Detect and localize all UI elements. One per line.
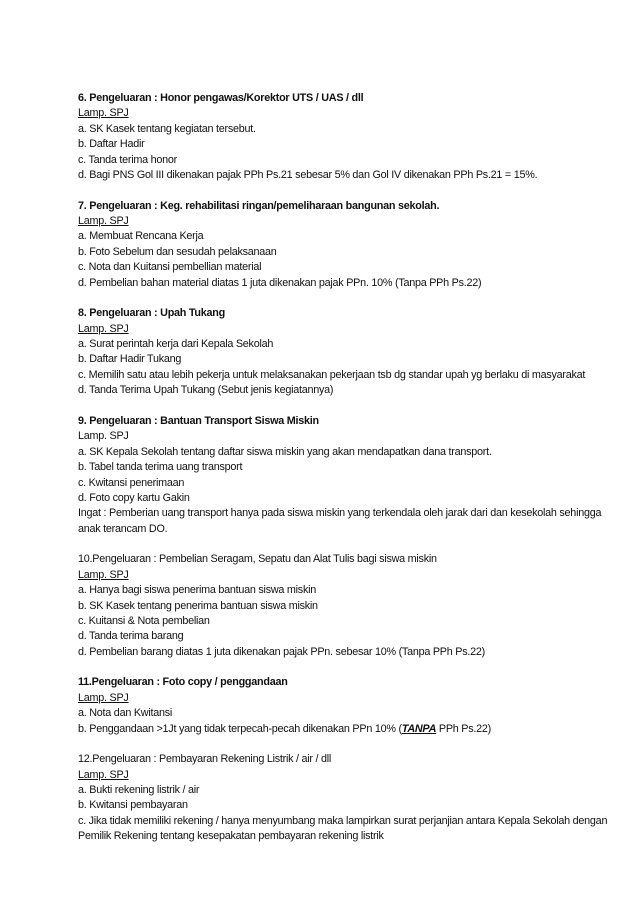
section-6 (78, 91, 608, 183)
lamp-label: Lamp. SPJ (78, 691, 129, 704)
list-item: a. Hanya bagi siswa penerima bantuan siswa miskin (78, 584, 317, 597)
section-title: 9. Pengeluaran : Bantuan Transport Siswa Miskin (78, 414, 319, 427)
list-item: c. Nota dan Kuitansi pembellian material (78, 261, 262, 274)
list-item: a. Membuat Rencana Kerja (78, 230, 204, 243)
list-item: a. Bukti rekening listrik / air (78, 783, 200, 796)
list-item: c. Kuitansi & Nota pembelian (78, 614, 210, 627)
section-title: 11.Pengeluaran : Foto copy / penggandaan (78, 676, 288, 689)
section-title: 7. Pengeluaran : Keg. rehabilitasi ringan/pemeliharaan bangunan sekolah. (78, 199, 440, 212)
section-title: 10.Pengeluaran : Pembelian Seragam, Sepatu dan Alat Tulis bagi siswa miskin (78, 553, 437, 566)
list-item-text: PPh Ps.22) (436, 722, 492, 735)
list-item: b. Daftar Hadir (78, 138, 145, 151)
list-item: c. Kwitansi penerimaan (78, 476, 185, 489)
section-9 (78, 414, 608, 537)
list-item: a. Surat perintah kerja dari Kepala Sekolah (78, 338, 274, 351)
list-item: d. Pembelian barang diatas 1 juta dikenakan pajak PPn. sebesar 10% (Tanpa PPh Ps.22) (78, 645, 485, 658)
list-item: d. Tanda Terima Upah Tukang (Sebut jenis kegiatannya) (78, 384, 334, 397)
list-item-text: b. Penggandaan >1Jt yang tidak terpecah-pecah dikenakan PPn 10% ( (78, 722, 402, 735)
lamp-label: Lamp. SPJ (78, 568, 129, 581)
list-item: c. Memilih satu atau lebih pekerja untuk melaksanakan pekerjaan tsb dg standar upah yg berlaku di masyarakat (78, 368, 586, 381)
section-title: 12.Pengeluaran : Pembayaran Rekening Listrik / air / dll (78, 753, 332, 766)
list-item: b. Tabel tanda terima uang transport (78, 461, 243, 474)
section-7 (78, 199, 608, 291)
section-title: 8. Pengeluaran : Upah Tukang (78, 307, 225, 320)
list-item: b. Daftar Hadir Tukang (78, 353, 182, 366)
section-10 (78, 552, 608, 660)
list-item: d. Pembelian bahan material diatas 1 juta dikenakan pajak PPn. 10% (Tanpa PPh Ps.22) (78, 276, 482, 289)
list-item: a. Nota dan Kwitansi (78, 707, 173, 720)
list-item: d. Bagi PNS Gol III dikenakan pajak PPh Ps.21 sebesar 5% dan Gol IV dikenakan PPh Ps.21 = 15%. (78, 169, 538, 182)
list-item: b. Kwitansi pembayaran (78, 799, 188, 812)
note-text: Ingat : Pemberian uang transport hanya pada siswa miskin yang terkendala oleh jarak dari dan kesekolah sehingga anak terancam DO. (78, 507, 602, 535)
list-item: a. SK Kepala Sekolah tentang daftar siswa miskin yang akan mendapatkan dana transport. (78, 445, 492, 458)
lamp-label: Lamp. SPJ (78, 430, 129, 443)
section-title: 6. Pengeluaran : Honor pengawas/Korektor UTS / UAS / dll (78, 92, 364, 104)
list-item: b. Foto Sebelum dan sesudah pelaksanaan (78, 245, 277, 258)
list-item: d. Tanda terima barang (78, 630, 184, 643)
lamp-label: Lamp. SPJ (78, 215, 129, 228)
section-12 (78, 752, 608, 844)
list-item: c. Jika tidak memiliki rekening / hanya menyumbang maka lampirkan surat perjanjian antara Kepala Sekolah dengan Pemilik Rekening tentang kesepakatan pembayaran rekening listrik (78, 814, 608, 843)
lamp-label: Lamp. SPJ (78, 107, 129, 120)
list-item: a. SK Kasek tentang kegiatan tersebut. (78, 122, 256, 135)
emphasis-text: TANPA (401, 722, 437, 735)
lamp-label: Lamp. SPJ (78, 768, 129, 781)
list-item: b. SK Kasek tentang penerima bantuan siswa miskin (78, 599, 318, 612)
list-item: c. Tanda terima honor (78, 153, 177, 166)
section-8 (78, 306, 608, 398)
list-item (78, 722, 608, 737)
list-item: d. Foto copy kartu Gakin (78, 491, 190, 504)
section-11 (78, 675, 608, 737)
lamp-label: Lamp. SPJ (78, 322, 129, 335)
